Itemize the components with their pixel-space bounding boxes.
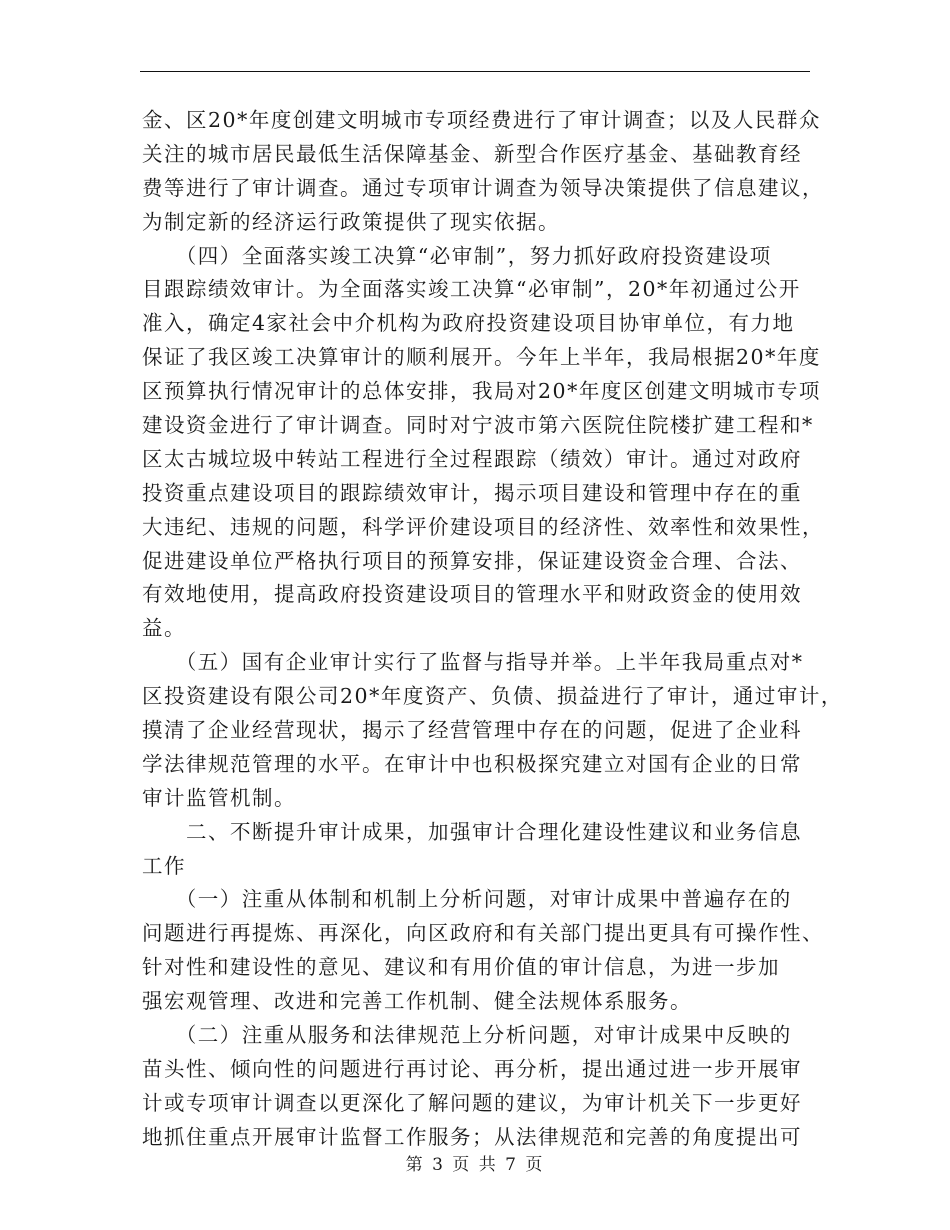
text-line: 促进建设单位严格执行项目的预算安排，保证建设资金合理、合法、 <box>142 548 802 573</box>
text-line: 有效地使用，提高政府投资建设项目的管理水平和财政资金的使用效 <box>142 582 802 607</box>
text-line: 摸清了企业经营现状，揭示了经营管理中存在的问题，促进了企业科 <box>142 718 802 743</box>
text-line: 大违纪、违规的问题，科学评价建设项目的经济性、效率性和效果性， <box>142 514 824 539</box>
text-line: 强宏观管理、改进和完善工作机制、健全法规体系服务。 <box>142 989 692 1014</box>
text-line: 区投资建设有限公司20*年度资产、负债、损益进行了审计，通过审计， <box>142 684 843 709</box>
text-line: 地抓住重点开展审计监督工作服务；从法律规范和完善的角度提出可 <box>142 1124 802 1149</box>
text-line: （五）国有企业审计实行了监督与指导并举。上半年我局重点对* <box>142 650 804 675</box>
text-line: （四）全面落实竣工决算“必审制”，努力抓好政府投资建设项 <box>142 243 772 268</box>
text-line: （二）注重从服务和法律规范上分析问题，对审计成果中反映的 <box>142 1023 792 1048</box>
text-line: 计或专项审计调查以更深化了解问题的建议，为审计机关下一步更好 <box>142 1090 802 1115</box>
header-rule <box>140 71 810 72</box>
text-line: 区预算执行情况审计的总体安排，我局对20*年度区创建文明城市专项 <box>142 379 821 404</box>
text-line: 审计监管机制。 <box>142 785 296 810</box>
text-line: 苗头性、倾向性的问题进行再讨论、再分析，提出通过进一步开展审 <box>142 1056 802 1081</box>
body-text <box>142 104 843 1155</box>
text-line: 针对性和建设性的意见、建议和有用价值的审计信息，为进一步加 <box>142 955 780 980</box>
text-line: 区太古城垃圾中转站工程进行全过程跟踪（绩效）审计。通过对政府 <box>142 446 802 471</box>
text-line: 目跟踪绩效审计。为全面落实竣工决算“必审制”，20*年初通过公开 <box>142 277 801 302</box>
text-line: 关注的城市居民最低生活保障基金、新型合作医疗基金、基础教育经 <box>142 141 802 166</box>
page-number-footer: 第 3 页 共 7 页 <box>405 1155 545 1175</box>
text-line: 二、不断提升审计成果，加强审计合理化建设性建议和业务信息 <box>142 819 802 844</box>
text-line: 金、区20*年度创建文明城市专项经费进行了审计调查；以及人民群众 <box>142 108 821 132</box>
text-line: 益。 <box>142 616 186 641</box>
text-line: （一）注重从体制和机制上分析问题，对审计成果中普遍存在的 <box>142 887 792 912</box>
text-line: 学法律规范管理的水平。在审计中也积极探究建立对国有企业的日常 <box>142 751 802 776</box>
text-line: 准入，确定4家社会中介机构为政府投资建设项目协审单位，有力地 <box>142 311 795 336</box>
text-line: 问题进行再提炼、再深化，向区政府和有关部门提出更具有可操作性、 <box>142 921 824 946</box>
text-line: 保证了我区竣工决算审计的顺利展开。今年上半年，我局根据20*年度 <box>142 345 821 370</box>
text-line: 费等进行了审计调查。通过专项审计调查为领导决策提供了信息建议， <box>142 175 824 200</box>
text-line: 投资重点建设项目的跟踪绩效审计，揭示项目建设和管理中存在的重 <box>142 480 802 505</box>
text-line: 工作 <box>142 853 186 878</box>
text-line: 为制定新的经济运行政策提供了现实依据。 <box>142 209 560 234</box>
text-line: 建设资金进行了审计调查。同时对宁波市第六医院住院楼扩建工程和* <box>142 413 814 438</box>
